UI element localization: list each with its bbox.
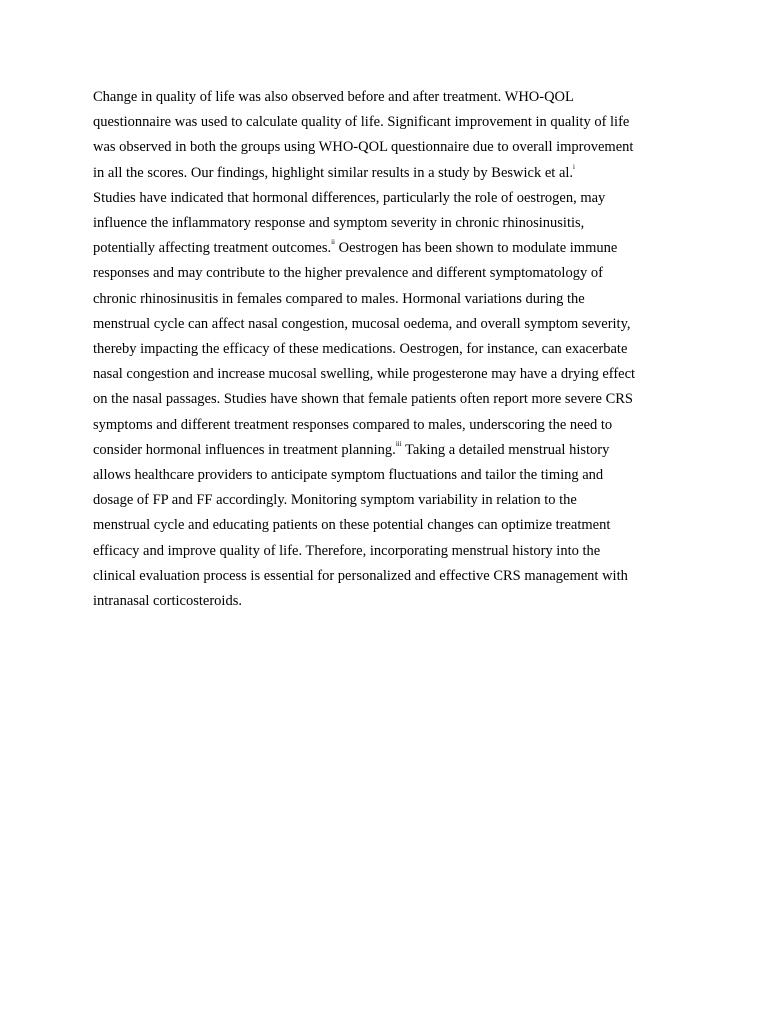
line-text: Change in quality of life was also observed before and after treatment. WHO-QOL bbox=[93, 89, 574, 105]
line-text: intranasal corticosteroids. bbox=[93, 593, 242, 610]
text-line bbox=[93, 287, 693, 312]
line-text: dosage of FP and FF accordingly. Monitoring symptom variability in relation to the bbox=[93, 492, 577, 509]
line-text: questionnaire was used to calculate quality of life. Significant improvement in quality of life bbox=[93, 114, 630, 131]
text-line bbox=[93, 413, 693, 438]
text-line bbox=[93, 438, 693, 463]
line-text: clinical evaluation process is essential for personalized and effective CRS management with bbox=[93, 567, 628, 584]
line-text: in all the scores. Our findings, highlight similar results in a study by Beswick et al. bbox=[93, 164, 574, 181]
text-line bbox=[93, 161, 693, 186]
footnote-marker[interactable]: i bbox=[573, 162, 575, 171]
text-line bbox=[93, 211, 693, 236]
line-text: Taking a detailed menstrual history bbox=[401, 441, 610, 458]
text-line bbox=[93, 85, 693, 110]
line-text: influence the inflammatory response and symptom severity in chronic rhinosinusitis, bbox=[93, 215, 585, 232]
text-line bbox=[93, 362, 693, 387]
text-line bbox=[93, 110, 693, 135]
text-line bbox=[93, 337, 693, 362]
line-text: Oestrogen has been shown to modulate immune bbox=[335, 240, 618, 257]
text-line bbox=[93, 564, 693, 589]
footnote-marker[interactable]: ii bbox=[331, 238, 335, 247]
line-text: chronic rhinosinusitis in females compared to males. Hormonal variations during the bbox=[93, 290, 585, 307]
line-text: on the nasal passages. Studies have shown that female patients often report more severe CRS bbox=[93, 391, 633, 408]
line-text: menstrual cycle and educating patients on these potential changes can optimize treatment bbox=[93, 517, 611, 534]
line-text: was observed in both the groups using WHO-QOL questionnaire due to overall improvement bbox=[93, 139, 634, 156]
text-line bbox=[93, 488, 693, 513]
text-line bbox=[93, 261, 693, 286]
line-text: menstrual cycle can affect nasal congestion, mucosal oedema, and overall symptom severity, bbox=[93, 315, 631, 332]
text-line bbox=[93, 312, 693, 337]
body-paragraph bbox=[93, 85, 693, 614]
line-text: responses and may contribute to the higher prevalence and different symptomatology of bbox=[93, 265, 603, 282]
text-line bbox=[93, 539, 693, 564]
text-line bbox=[93, 463, 693, 488]
text-line bbox=[93, 387, 693, 412]
line-text: symptoms and different treatment responses compared to males, underscoring the need to bbox=[93, 416, 613, 433]
line-text: Studies have indicated that hormonal differences, particularly the role of oestrogen, may bbox=[93, 189, 606, 206]
line-text: thereby impacting the efficacy of these medications. Oestrogen, for instance, can exacerbate bbox=[93, 341, 628, 358]
line-text: nasal congestion and increase mucosal swelling, while progesterone may have a drying effect bbox=[93, 366, 636, 383]
text-line bbox=[93, 236, 693, 261]
text-line bbox=[93, 186, 693, 211]
line-text: efficacy and improve quality of life. Therefore, incorporating menstrual history into the bbox=[93, 542, 601, 559]
line-text: consider hormonal influences in treatment planning. bbox=[93, 441, 396, 458]
line-text: allows healthcare providers to anticipate symptom fluctuations and tailor the timing and bbox=[93, 467, 604, 484]
text-line bbox=[93, 135, 693, 160]
text-line bbox=[93, 589, 693, 614]
text-line bbox=[93, 513, 693, 538]
footnote-marker[interactable]: iii bbox=[395, 440, 402, 449]
line-text: potentially affecting treatment outcomes. bbox=[93, 240, 332, 257]
